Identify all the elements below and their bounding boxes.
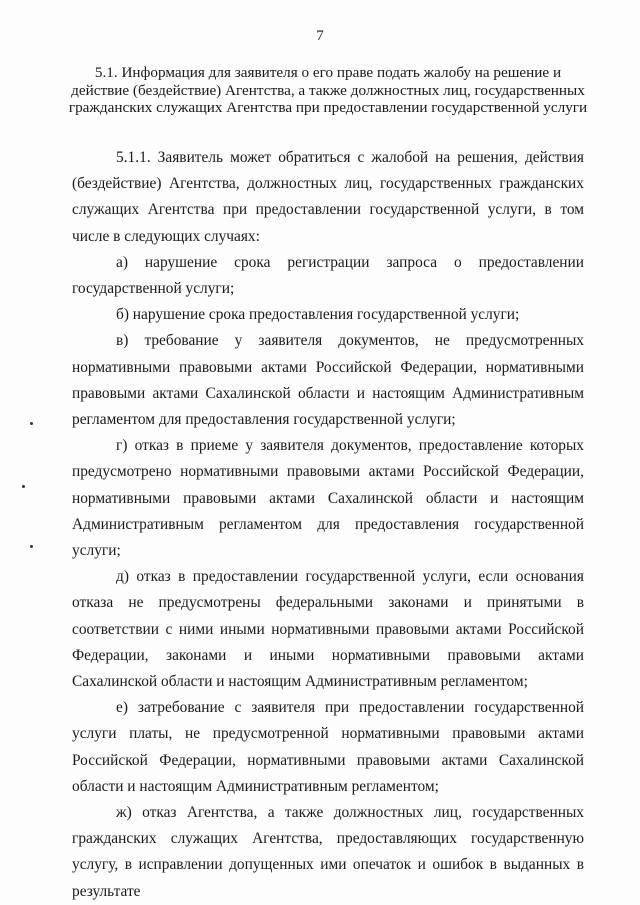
document-body xyxy=(72,145,584,905)
list-item-zh: ж) отказ Агентства, а также должностных лиц, государственных гражданских служащих Агентства, предоставляющих государственную услугу, в исправлении допущенных ими опечаток и ошибок в выданных в результате xyxy=(72,804,584,900)
paragraph-5-1-1: 5.1.1. Заявитель может обратиться с жалобой на решения, действия (бездействие) Агентства, должностных лиц, государственных гражданских служащих Агентства при предоставлении государственной услуги, в том числе в следующих случаях: xyxy=(72,149,584,245)
page-number: 7 xyxy=(316,28,324,44)
scan-speck xyxy=(30,422,33,425)
list-item-b: б) нарушение срока предоставления государственной услуги; xyxy=(116,306,520,324)
list-item-v: в) требование у заявителя документов, не предусмотренных нормативными правовыми актами Российской Федерации, нормативными правовыми актами Сахалинской области и настоящим Административным регламентом для предоставления государственной услуги; xyxy=(72,332,584,429)
scan-speck xyxy=(30,545,33,548)
list-item-g: г) отказ в приеме у заявителя документов, предоставление которых предусмотрено нормативными правовыми актами Российской Федерации, нормативными правовыми актами Сахалинской области и настоящим Административным регламентом для предоставления государственной услуги; xyxy=(72,437,584,560)
section-heading: 5.1. Информация для заявителя о его праве подать жалобу на решение и действие (бездействие) Агентства, а также должностных лиц, государственных гражданских служащих Агентства при предоставлении государственной услуги xyxy=(68,64,588,116)
list-item-d: д) отказ в предоставлении государственной услуги, если основания отказа не предусмотрены федеральными законами и принятыми в соответствии с ними иными нормативными правовыми актами Российской Федерации, законами и иными нормативными правовыми актами Сахалинской области и настоящим Административным регламентом; xyxy=(72,568,584,691)
list-item-a: а) нарушение срока регистрации запроса о предоставлении государственной услуги; xyxy=(72,253,584,298)
scan-speck xyxy=(22,485,25,488)
list-item-e: е) затребование с заявителя при предоставлении государственной услуги платы, не предусмотренной нормативными правовыми актами Российской Федерации, нормативными правовыми актами Сахалинской области и настоящим Административным регламентом; xyxy=(72,699,584,795)
